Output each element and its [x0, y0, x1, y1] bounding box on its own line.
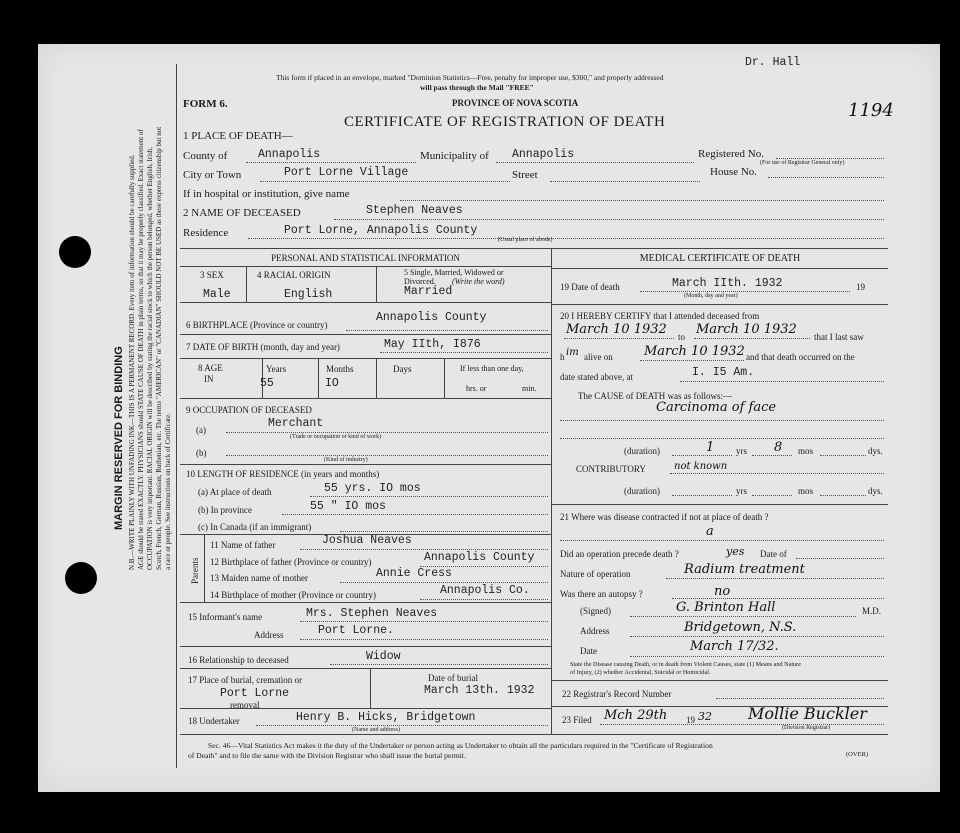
- filed-date: Mch 29th: [604, 708, 668, 723]
- at-place-label: (a) At place of death: [198, 487, 272, 497]
- form-number: FORM 6.: [183, 98, 228, 110]
- relationship-label: 16 Relationship to deceased: [188, 655, 289, 665]
- alive-date: March 10 1932: [644, 344, 745, 359]
- duration-label-2: (duration): [624, 486, 660, 496]
- disease-contracted-value: a: [706, 524, 714, 539]
- autopsy-value: no: [714, 584, 731, 599]
- filed-year: 32: [698, 710, 712, 723]
- residence-note: (Usual place of abode): [498, 237, 553, 243]
- operation-value: yes: [726, 545, 745, 558]
- mail-notice-2: will pass through the Mail "FREE": [420, 83, 534, 92]
- burial-place-label-2: removal: [230, 700, 260, 710]
- registrar-note: (Division Registrar): [782, 725, 831, 731]
- date-of-death-label: 19 Date of death: [560, 282, 620, 292]
- duration-mos: 8: [774, 440, 783, 455]
- attended-from: March 10 1932: [566, 322, 667, 337]
- duration-label-1: (duration): [624, 446, 660, 456]
- cause-label: The CAUSE of DEATH was as follows:—: [578, 391, 732, 401]
- page-title: CERTIFICATE OF REGISTRATION OF DEATH: [344, 114, 666, 130]
- disease-contracted-label: 21 Where was disease contracted if not at place of death ?: [560, 512, 769, 522]
- medical-address-label: Address: [580, 626, 610, 636]
- in-canada-label: (c) In Canada (if an immigrant): [198, 522, 312, 532]
- hrs-label: hrs. or: [466, 384, 487, 393]
- margin-note-4: Scotch, French, German, Russian, Ruthenian, etc. The terms "AMERICAN" or "CANADIAN" SHOULD NOT BE USED as these express citizenship but not: [155, 126, 163, 570]
- municipality-value: Annapolis: [512, 148, 575, 161]
- informant-address-value: Port Lorne.: [318, 624, 394, 637]
- informant-label: 15 Informant's name: [188, 612, 263, 622]
- sex-label: 3 SEX: [200, 270, 224, 280]
- min-label: min.: [522, 384, 537, 393]
- registrar-signature: Mollie Buckler: [748, 704, 867, 723]
- margin-note-1: N.B.—WRITE PLAINLY WITH UNFADING INK—THIS IS A PERMANENT RECORD. Every item of information should be carefully supplied.: [128, 154, 136, 570]
- margin-note-5: a race or people. See instructions on back of Certificate.: [164, 413, 172, 570]
- margin-note-2: AGE should be stated EXACTLY. PHYSICIANS should STATE CAUSE OF DEATH in plain terms, so that it may be properly classified. Exact statement of: [137, 129, 145, 570]
- occupation-a: (a): [196, 425, 206, 435]
- race-value: English: [284, 288, 333, 301]
- mother-label: 13 Maiden name of mother: [210, 573, 308, 583]
- informant-address-label: Address: [254, 630, 284, 640]
- date-of-death-note: (Month, day and year): [684, 293, 738, 299]
- duration-dys-label-2: dys.: [868, 486, 883, 496]
- occupation-note: (Trade or occupation or kind of work): [290, 434, 382, 440]
- form-left-border: [176, 64, 177, 768]
- father-value: Joshua Neaves: [322, 534, 412, 547]
- dob-label: 7 DATE OF BIRTH (month, day and year): [186, 342, 340, 352]
- certify-label: 20 I HEREBY CERTIFY that I attended deceased from: [560, 311, 760, 321]
- occupation-value: Merchant: [268, 417, 324, 430]
- binding-hole-top: [59, 236, 91, 268]
- marital-value: Married: [404, 285, 453, 298]
- city-label: City or Town: [183, 169, 242, 181]
- race-label: 4 RACIAL ORIGIN: [257, 270, 331, 280]
- footer-line-2: of Death" and to file the same with the Division Registrar who shall issue the burial permit.: [188, 751, 466, 760]
- place-of-death-heading: 1 PLACE OF DEATH—: [183, 130, 293, 142]
- date-signed-value: March 17/32.: [690, 639, 779, 654]
- duration-dys-label: dys.: [868, 446, 883, 456]
- signed-value: G. Brinton Hall: [676, 600, 776, 615]
- residence-value: Port Lorne, Annapolis County: [284, 224, 478, 237]
- deceased-name-value: Stephen Neaves: [366, 204, 463, 217]
- time-of-death: I. I5 Am.: [692, 366, 755, 379]
- binding-hole-bottom: [65, 562, 97, 594]
- alive-handwritten: im: [566, 347, 579, 358]
- operation-date-label: Date of: [760, 549, 787, 559]
- municipality-label: Municipality of: [420, 150, 489, 162]
- date-of-death-value: March IIth. 1932: [672, 277, 783, 290]
- years-label: Years: [266, 364, 287, 374]
- city-value: Port Lorne Village: [284, 166, 409, 179]
- duration-mos-label-2: mos: [798, 486, 814, 496]
- hospital-label: If in hospital or institution, give name: [183, 188, 350, 200]
- mother-birthplace-value: Annapolis Co.: [440, 584, 530, 597]
- footer-over: (OVER): [846, 751, 869, 758]
- autopsy-label: Was there an autopsy ?: [560, 589, 643, 599]
- signed-label: (Signed): [580, 606, 611, 616]
- birthplace-value: Annapolis County: [376, 311, 487, 324]
- state-note-1: State the Disease causing Death, or in death from Violent Causes, state (1) Means and Nature: [570, 661, 801, 668]
- alive-label: alive on: [584, 352, 613, 362]
- county-value: Annapolis: [258, 148, 321, 161]
- margin-note-3: OCCUPATION is very important. RACIAL ORIGIN will be described by stating the racial stock to which the person belonged, whether English, Irish,: [146, 146, 154, 570]
- county-label: County of: [183, 150, 228, 162]
- footer-line-1: Sec. 46—Vital Statistics Act makes it the duty of the Undertaker or person acting as Undertaker to obtain all the particulars required in the "Certificate of Registration: [208, 741, 713, 750]
- parents-label: Parents: [190, 557, 200, 584]
- residence-label: Residence: [183, 227, 229, 239]
- mail-notice-1: This form if placed in an envelope, marked "Dominion Statistics—Free, penalty for improper use, $300," and properly addressed: [276, 73, 664, 82]
- in-province-label: (b) In province: [198, 505, 252, 515]
- duration-yrs-label-2: yrs: [736, 486, 747, 496]
- handwritten-number: 1194: [848, 100, 894, 121]
- duration-yrs: 1: [706, 440, 715, 455]
- cause-value: Carcinoma of face: [656, 400, 777, 415]
- date-signed-label: Date: [580, 646, 597, 656]
- record-number-label: 22 Registrar's Record Number: [562, 689, 672, 699]
- father-birthplace-value: Annapolis County: [424, 551, 535, 564]
- operation-label: Did an operation precede death ?: [560, 549, 679, 559]
- street-label: Street: [512, 169, 538, 181]
- burial-place-label: 17 Place of burial, cremation or: [188, 675, 302, 685]
- mother-birthplace-label: 14 Birthplace of mother (Province or country): [210, 590, 376, 600]
- undertaker-note: (Name and address): [352, 727, 400, 733]
- burial-date-value: March 13th. 1932: [424, 684, 535, 697]
- father-label: 11 Name of father: [210, 540, 276, 550]
- residence-length-label: 10 LENGTH OF RESIDENCE (in years and months): [186, 469, 380, 479]
- marital-hint: (Write the word): [452, 277, 505, 286]
- age-label-2: IN: [204, 374, 214, 384]
- personal-heading: PERSONAL AND STATISTICAL INFORMATION: [271, 253, 460, 263]
- marital-label-1: 5 Single, Married, Widowed or: [404, 268, 504, 277]
- duration-yrs-label: yrs: [736, 446, 747, 456]
- informant-value: Mrs. Stephen Neaves: [306, 607, 438, 620]
- months-value: IO: [325, 377, 339, 390]
- contributory-value: not known: [674, 461, 728, 472]
- md-label: M.D.: [862, 606, 882, 616]
- medical-address-value: Bridgetown, N.S.: [684, 620, 797, 635]
- occupation-label: 9 OCCUPATION OF DECEASED: [186, 405, 312, 415]
- age-label-1: 8 AGE: [198, 363, 223, 373]
- filed-label: 23 Filed: [562, 715, 592, 725]
- nature-label: Nature of operation: [560, 569, 631, 579]
- birthplace-label: 6 BIRTHPLACE (Province or country): [186, 320, 328, 330]
- attended-to: March 10 1932: [696, 322, 797, 337]
- medical-heading: MEDICAL CERTIFICATE OF DEATH: [639, 253, 801, 264]
- duration-mos-label: mos: [798, 446, 814, 456]
- alive-prefix: h: [560, 352, 565, 362]
- relationship-value: Widow: [366, 650, 401, 663]
- less-day-label: If less than one day,: [460, 364, 524, 373]
- registrar-use-note: (For use of Registrar General only): [760, 160, 845, 166]
- last-saw-label: that I last saw: [814, 332, 864, 342]
- undertaker-label: 18 Undertaker: [188, 716, 240, 726]
- sex-value: Male: [203, 288, 231, 301]
- marital-label-2: Divorced.: [404, 277, 436, 286]
- margin-reserved-label: MARGIN RESERVED FOR BINDING: [113, 346, 125, 530]
- in-province-value: 55 " IO mos: [310, 500, 386, 513]
- mother-value: Annie Cress: [376, 567, 452, 580]
- date-stated-label: date stated above, at: [560, 372, 633, 382]
- to-label: to: [678, 332, 686, 342]
- occupation-b: (b): [196, 448, 207, 458]
- deceased-name-label: 2 NAME OF DECEASED: [183, 207, 301, 219]
- state-note-2: of Injury, (2) whether Accidental, Suicidal or Homicidal.: [570, 669, 711, 676]
- column-divider: [551, 248, 552, 734]
- industry-note: (Kind of industry): [324, 457, 368, 463]
- province-label: PROVINCE OF NOVA SCOTIA: [452, 98, 579, 108]
- years-value: 55: [260, 377, 274, 390]
- dob-value: May IIth, I876: [384, 338, 481, 351]
- filed-year-label: 19: [686, 715, 695, 725]
- days-label: Days: [393, 364, 412, 374]
- undertaker-value: Henry B. Hicks, Bridgetown: [296, 711, 476, 724]
- nature-value: Radium treatment: [684, 562, 805, 577]
- doctor-note: Dr. Hall: [745, 56, 801, 69]
- date-of-death-suffix: 19: [856, 282, 865, 292]
- house-no-label: House No.: [710, 166, 758, 178]
- months-label: Months: [326, 364, 354, 374]
- father-birthplace-label: 12 Birthplace of father (Province or country): [210, 557, 372, 567]
- contributory-label: CONTRIBUTORY: [576, 464, 646, 474]
- burial-place-value: Port Lorne: [220, 687, 290, 700]
- registered-no-label: Registered No.: [698, 148, 764, 160]
- burial-date-label: Date of burial: [428, 673, 478, 683]
- death-occurred-label: and that death occurred on the: [746, 352, 855, 362]
- at-place-value: 55 yrs. IO mos: [324, 482, 421, 495]
